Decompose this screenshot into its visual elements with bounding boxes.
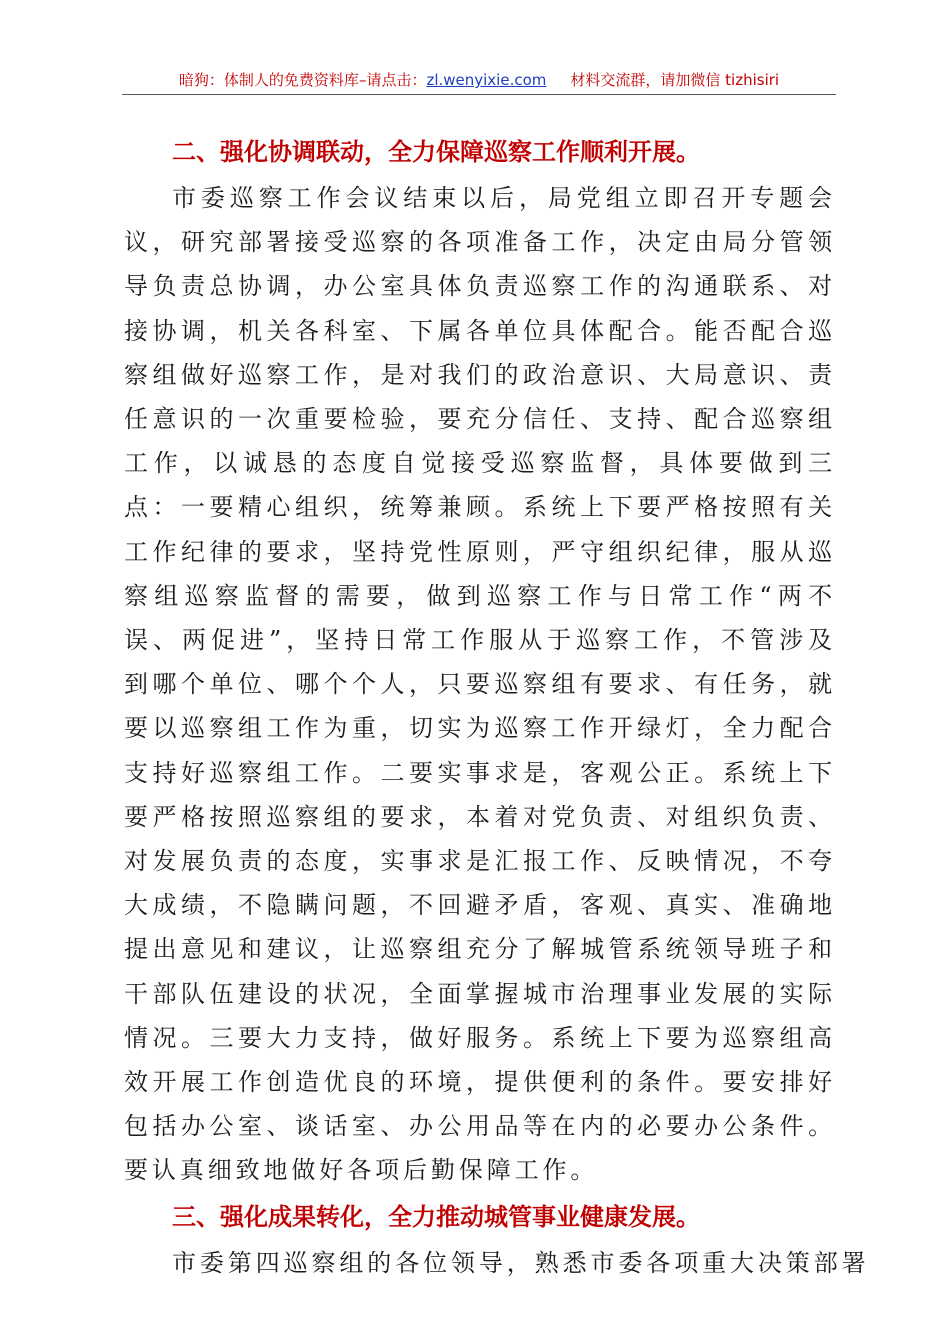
section-3-paragraph: 市委第四巡察组的各位领导，熟悉市委各项重大决策部署 [172, 1248, 870, 1277]
section-3-heading: 三、强化成果转化，全力推动城管事业健康发展。 [172, 1202, 700, 1231]
header-divider [122, 94, 836, 95]
section-2-heading: 二、强化协调联动，全力保障巡察工作顺利开展。 [172, 138, 700, 166]
header-source-label: 暗狗：体制人的免费资料库 [178, 71, 359, 89]
header-group-note: 材料交流群，请加微信 tizhisiri [570, 71, 780, 89]
section-2-paragraph: 市委巡察工作会议结束以后，局党组立即召开专题会议，研究部署接受巡察的各项准备工作，决定由局分管领导负责总协调，办公室具体负责巡察工作的沟通联系、对接协调，机关各科室、下属各单位具体配合。能否配合巡察组做好巡察工作，是对我们的政治意识、大局意识、责任意识的一次重要检验，要充分信任、支持、配合巡察组工作，以诚恳的态度自觉接受巡察监督，具体要做到三点：一要精心组织，统筹兼顾。系统上下要严格按照有关工作纪律的要求，坚持党性原则，严守组织纪律，服从巡察组巡察监督的需要，做到巡察工作与日常工作“两不误、两促进”，坚持日常工作服从于巡察工作，不管涉及到哪个单位、哪个个人，只要巡察组有要求、有任务，就要以巡察组工作为重，切实为巡察工作开绿灯，全力配合支持好巡察组工作。二要实事求是，客观公正。系统上下要严格按照巡察组的要求，本着对党负责、对组织负责、对发展负责的态度，实事求是汇报工作、反映情况，不夸大成绩，不隐瞒问题，不回避矛盾，客观、真实、准确地提出意见和建议，让巡察组充分了解城管系统领导班子和干部队伍建设的状况，全面掌握城市治理事业发展的实际情况。三要大力支持，做好服务。系统上下要为巡察组高效开展工作创造优良的环境，提供便利的条件。要安排好包括办公室、谈话室、办公用品等在内的必要办公条件。要认真细致地做好各项后勤保障工作。 [124, 184, 836, 1185]
page-header [122, 68, 836, 92]
document-body [124, 132, 870, 1285]
header-click-prompt: –请点击： [358, 71, 427, 89]
header-site-link[interactable]: zl.wenyixie.com [426, 71, 547, 89]
